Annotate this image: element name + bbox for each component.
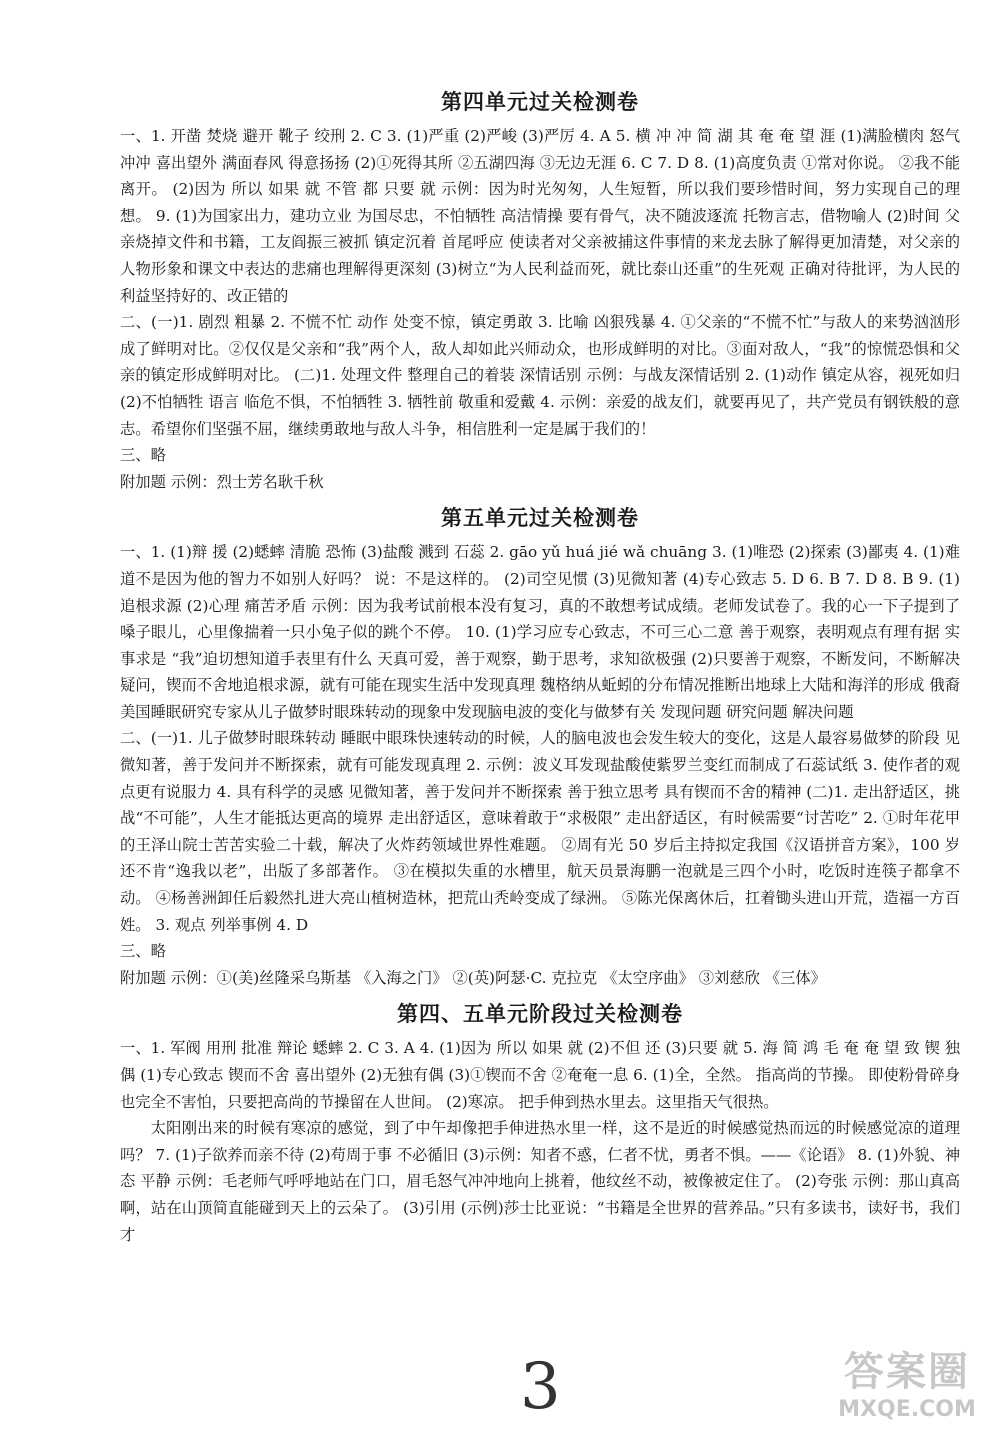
section-title: 第四单元过关检测卷 [441,90,639,114]
answer-paragraph: 一、1. 军阀 用刑 批准 辩论 蟋蟀 2. C 3. A 4. (1)因为 所以 如果 就 (2)不但 还 (3)只要 就 5. 海 简 鸿 毛 奄 奄 望 致 锲 独 偶 (1)专心致志 锲而不舍 喜出望外 (2)无独有偶 (3)①锲而不舍 ②奄奄一息 6. (1)全，全然。 指高尚的节操。 即使粉骨碎身也完全不害怕，只要把高尚的节操留在人世间。 (2)寒凉。 把手伸到热水里去。这里指天气很热。 [120,1039,960,1111]
answer-paragraph: 二、(一)1. 儿子做梦时眼珠转动 睡眠中眼珠快速转动的时候，人的脑电波也会发生较大的变化，这是人最容易做梦的阶段 见微知著，善于发问并不断探索，就有可能发现真理 2. 示例：波义耳发现盐酸使紫罗兰变红而制成了石蕊试纸 3. 使作者的观点更有说服力 4. 具有科学的灵感 见微知著，善于发问并不断探索 善于独立思考 具有锲而不舍的精神 (二)1. 走出舒适区，挑战“不可能”，人生才能抵达更高的境界 走出舒适区，意味着敢于“求极限” 走出舒适区，有时候需要“讨苦吃” 2. ①时年花甲的王泽山院士苦苦实验二十载，解决了火炸药领域世界性难题。 ②周有光 50 岁后主持拟定我国《汉语拼音方案》，100 岁还不肯“逸我以老”，出版了多部著作。 ③在模拟失重的水槽里，航天员景海鹏一泡就是三四个小时，吃饭时连筷子都拿不动。 ④杨善洲卸任后毅然扎进大亮山植树造林，把荒山秃岭变成了绿洲。 ⑤陈光保离休后，扛着锄头进山开荒，造福一方百姓。 3. 观点 列举事例 4. D [120,729,961,934]
answer-paragraph: 三、略 [120,942,166,961]
section-unit5 [120,501,960,991]
answer-page [120,85,960,1248]
answer-paragraph: 一、1. (1)辩 援 (2)蟋蟀 清脆 恐怖 (3)盐酸 溅到 石蕊 2. gāo yǔ huá jié wǎ chuāng 3. (1)唯恐 (2)探索 (3)鄙夷 4. (1)难道不是因为他的智力不如别人好吗？ 说：不是这样的。 (2)司空见惯 (3)见微知著 (4)专心致志 5. D 6. B 7. D 8. B 9. (1)追根求源 (2)心理 痛苦矛盾 示例：因为我考试前根本没有复习，真的不敢想考试成绩。老师发试卷了。我的心一下子提到了嗓子眼儿，心里像揣着一只小兔子似的跳个不停。 10. (1)学习应专心致志，不可三心二意 善于观察，表明观点有理有据 实事求是 “我”迫切想知道手表里有什么 天真可爱，善于观察，勤于思考，求知欲极强 (2)只要善于观察，不断发问，不断解决疑问，锲而不舍地追根求源，就有可能在现实生活中发现真理 魏格纳从蚯蚓的分布情况推断出地球上大陆和海洋的形成 俄裔美国睡眠研究专家从儿子做梦时眼珠转动的现象中发现脑电波的变化与做梦有关 发现问题 研究问题 解决问题 [120,543,960,721]
answer-paragraph: 附加题 示例：①(美)丝隆采乌斯基 《入海之门》 ②(英)阿瑟·C. 克拉克 《太空序曲》 ③刘慈欣 《三体》 [120,968,826,987]
section-title: 第四、五单元阶段过关检测卷 [397,1002,683,1027]
answer-text [120,123,960,495]
answer-paragraph: 二、(一)1. 剧烈 粗暴 2. 不慌不忙 动作 处变不惊，镇定勇敢 3. 比喻 凶狠残暴 4. ①父亲的“不慌不忙”与敌人的来势汹汹形成了鲜明对比。②仅仅是父亲和“我”两个人，敌人却如此兴师动众，也形成鲜明的对比。③面对敌人，“我”的惊慌恐惧和父亲的镇定形成鲜明对比。 (二)1. 处理文件 整理自己的着装 深情话别 示例：与战友深情话别 2. (1)动作 镇定从容，视死如归 (2)不怕牺牲 语言 临危不惧，不怕牺牲 3. 牺牲前 敬重和爱戴 4. 示例：亲爱的战友们，就要再见了，共产党员有钢铁般的意志。希望你们坚强不屈，继续勇敢地与敌人斗争，相信胜利一定是属于我们的！ [120,313,960,438]
watermark-logo [832,1340,982,1422]
answer-text [120,539,960,991]
watermark-text: 答案圈 [844,1349,970,1395]
answer-paragraph: 三、略 [120,446,166,465]
section-unit4 [120,85,960,495]
answer-paragraph: 一、1. 开凿 焚烧 避开 靴子 绞刑 2. C 3. (1)严重 (2)严峻 (3)严厉 4. A 5. 横 冲 冲 简 湖 其 奄 奄 望 涯 (1)满脸横肉 怒气冲冲 喜出望外 满面春风 得意扬扬 (2)①死得其所 ②五湖四海 ③无边无涯 6. C 7. D 8. (1)高度负责 ①常对你说。 ②我不能离开。 (2)因为 所以 如果 就 不管 都 只要 就 示例：因为时光匆匆，人生短暂，所以我们要珍惜时间，努力实现自己的理想。 9. (1)为国家出力，建功立业 为国尽忠，不怕牺牲 高洁情操 要有骨气，决不随波逐流 托物言志，借物喻人 (2)时间 父亲烧掉文件和书籍，工友阎振三被抓 镇定沉着 首尾呼应 使读者对父亲被捕这件事情的来龙去脉了解得更加清楚，对父亲的人物形象和课文中表达的悲痛也理解得更深刻 (3)树立“为人民利益而死，就比泰山还重”的生死观 正确对待批评，为人民的利益坚持好的、改正错的 [120,127,960,305]
section-unit45 [120,997,960,1248]
watermark-url: MXQE.COM [838,1397,976,1422]
page-number: 3 [520,1350,561,1424]
section-title: 第五单元过关检测卷 [441,506,639,531]
answer-text [120,1035,960,1248]
answer-paragraph: 附加题 示例：烈士芳名耿千秋 [120,472,324,491]
answer-paragraph: 太阳刚出来的时候有寒凉的感觉，到了中午却像把手伸进热水里一样，这不是近的时候感觉热而远的时候感觉凉的道理吗？ 7. (1)子欲养而亲不待 (2)苟周于事 不必循旧 (3)示例：知者不惑，仁者不忧，勇者不惧。——《论语》 8. (1)外貌、神态 平静 示例：毛老师气呼呼地站在门口，眉毛怒气冲冲地向上挑着，他纹丝不动，被像被定住了。 (2)夸张 示例：那山真高啊，站在山顶简直能碰到天上的云朵了。 (3)引用 (示例)莎士比亚说：“书籍是全世界的营养品。”只有多读书，读好书，我们才 [120,1119,960,1244]
